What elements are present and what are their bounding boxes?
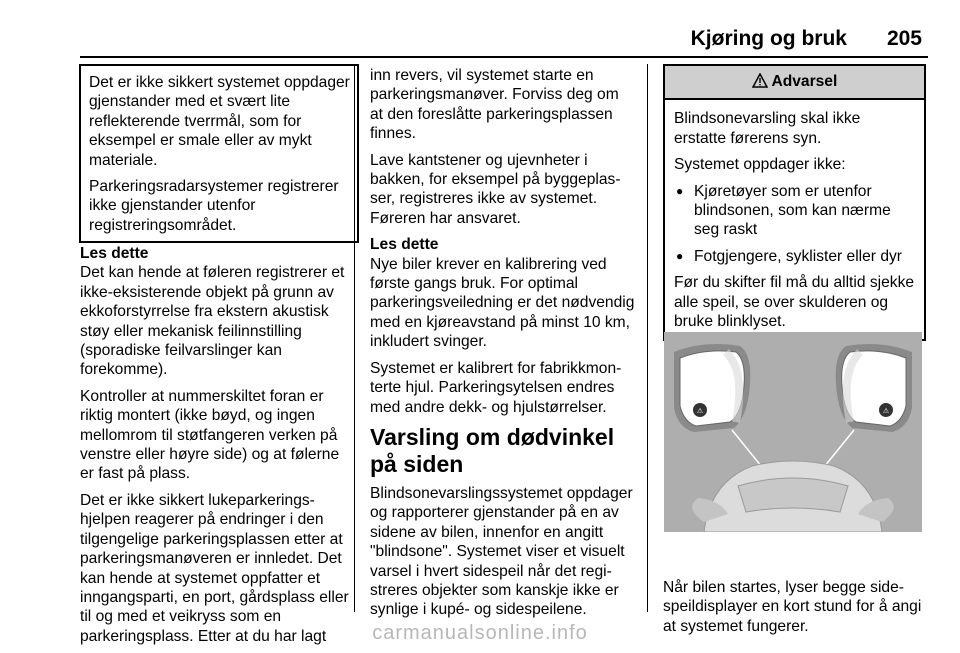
- header-rule: [80, 56, 928, 58]
- warning-list: [674, 182, 915, 267]
- left-mirror-image: [674, 344, 750, 432]
- watermark: carmanualsonline.info: [372, 622, 588, 644]
- note-text: Nye biler krever en kalibrering ved første gangs bruk. For optimal parkeringsveiledning er det nødvendig med en kjøreavstand på minst 10 km, inkludert svinger.: [370, 255, 635, 351]
- figure-caption: Når bilen startes, lyser begge sidespeildisplayer en kort stund for å angi at systemet fungerer.: [663, 579, 922, 635]
- svg-text:⚠: ⚠: [882, 407, 890, 415]
- paragraph: Kontroller at nummerskiltet foran er riktig montert (ikke bøyd, og ingen mellomrom til støtfangeren verken på venstre eller høyre side) og at følerne er fast på plass.: [80, 387, 340, 483]
- paragraph: inn revers, vil systemet starte en parkeringsmanøver. Forviss deg om at den foreslåtte parkeringsplassen finnes.: [370, 67, 619, 143]
- page-header: [691, 27, 922, 51]
- info-box-text-2: Parkeringsradarsystemer registrerer ikke gjenstander utenfor registreringsområdet.: [89, 178, 339, 234]
- header-title: Kjøring og bruk: [690, 27, 847, 50]
- info-box: [79, 64, 359, 243]
- note-text: Systemet er kalibrert for fabrikkmonterte hjul. Parkeringsytelsen endres med andre dekk- og hjulstørrelser.: [370, 359, 622, 416]
- paragraph: Det er ikke sikkert lukeparkeringshjelpen reagerer på endringer i den tilgengelige parkeringsplassen etter at parkeringsmanøveren er innledet. Det kan hende at systemet oppfatter et inngangsparti, en port, gårdsplass eller til og med et veikryss som en parkeringsplass. Etter at du har lagt: [80, 491, 349, 645]
- section-heading: Varsling om dødvinkel på siden: [370, 423, 615, 477]
- list-item: ● Fotgjengere, syklister eller dyr: [674, 247, 915, 266]
- svg-text:⚠: ⚠: [696, 407, 704, 415]
- column-1: [80, 244, 350, 653]
- warning-text: Systemet oppdager ikke:: [674, 156, 846, 174]
- warning-text: Før du skifter fil må du alltid sjekke alle speil, se over skulderen og bruke blinklyset.: [674, 274, 915, 331]
- note-heading: Les dette: [80, 245, 149, 262]
- warning-box: [663, 64, 926, 341]
- note-text: Det kan hende at føleren registrerer et ikke-eksisterende objekt på grunn av ekkoforstyrrelse fra ekstern akustisk støy eller mekanisk feilinnstilling (sporadiske feilvarslinger kan forekomme).: [80, 264, 345, 379]
- note-heading: Les dette: [370, 236, 439, 254]
- list-item: ● Kjøretøyer som er utenfor blindsonen, som kan nærme seg raskt: [674, 182, 915, 240]
- info-box-text-1: Det er ikke sikkert systemet oppdager gjenstander med et svært lite reflekterende tverrmål, som for eksempel er smale eller av mykt materiale.: [89, 74, 350, 169]
- column-2: [370, 66, 636, 627]
- page-number: 205: [886, 27, 922, 50]
- warning-header: [665, 66, 924, 100]
- column-divider-2: [647, 64, 648, 612]
- warning-title: Advarsel: [771, 73, 838, 90]
- paragraph: Blindsonevarslingssystemet oppdager og rapporterer gjenstander på en av sidene av bilen, innenfor en angitt "blindsone". Systemet viser et visuelt varsel i hvert sidespeil når det registreres objekter som kanskje ikke er synlige i kupé- og sidespeilene.: [370, 484, 633, 619]
- blind-spot-mirrors-illustration: [664, 332, 922, 532]
- car-rear-image: [692, 461, 894, 532]
- paragraph: Lave kantstener og ujevnheter i bakken, for eksempel på byggeplasser, registreres ikke av systemet. Føreren har ansvaret.: [370, 151, 621, 227]
- warning-triangle-icon: [752, 73, 772, 90]
- warning-text: Blindsonevarsling skal ikke erstatte førerens syn.: [674, 110, 861, 147]
- right-mirror-image: [836, 344, 912, 432]
